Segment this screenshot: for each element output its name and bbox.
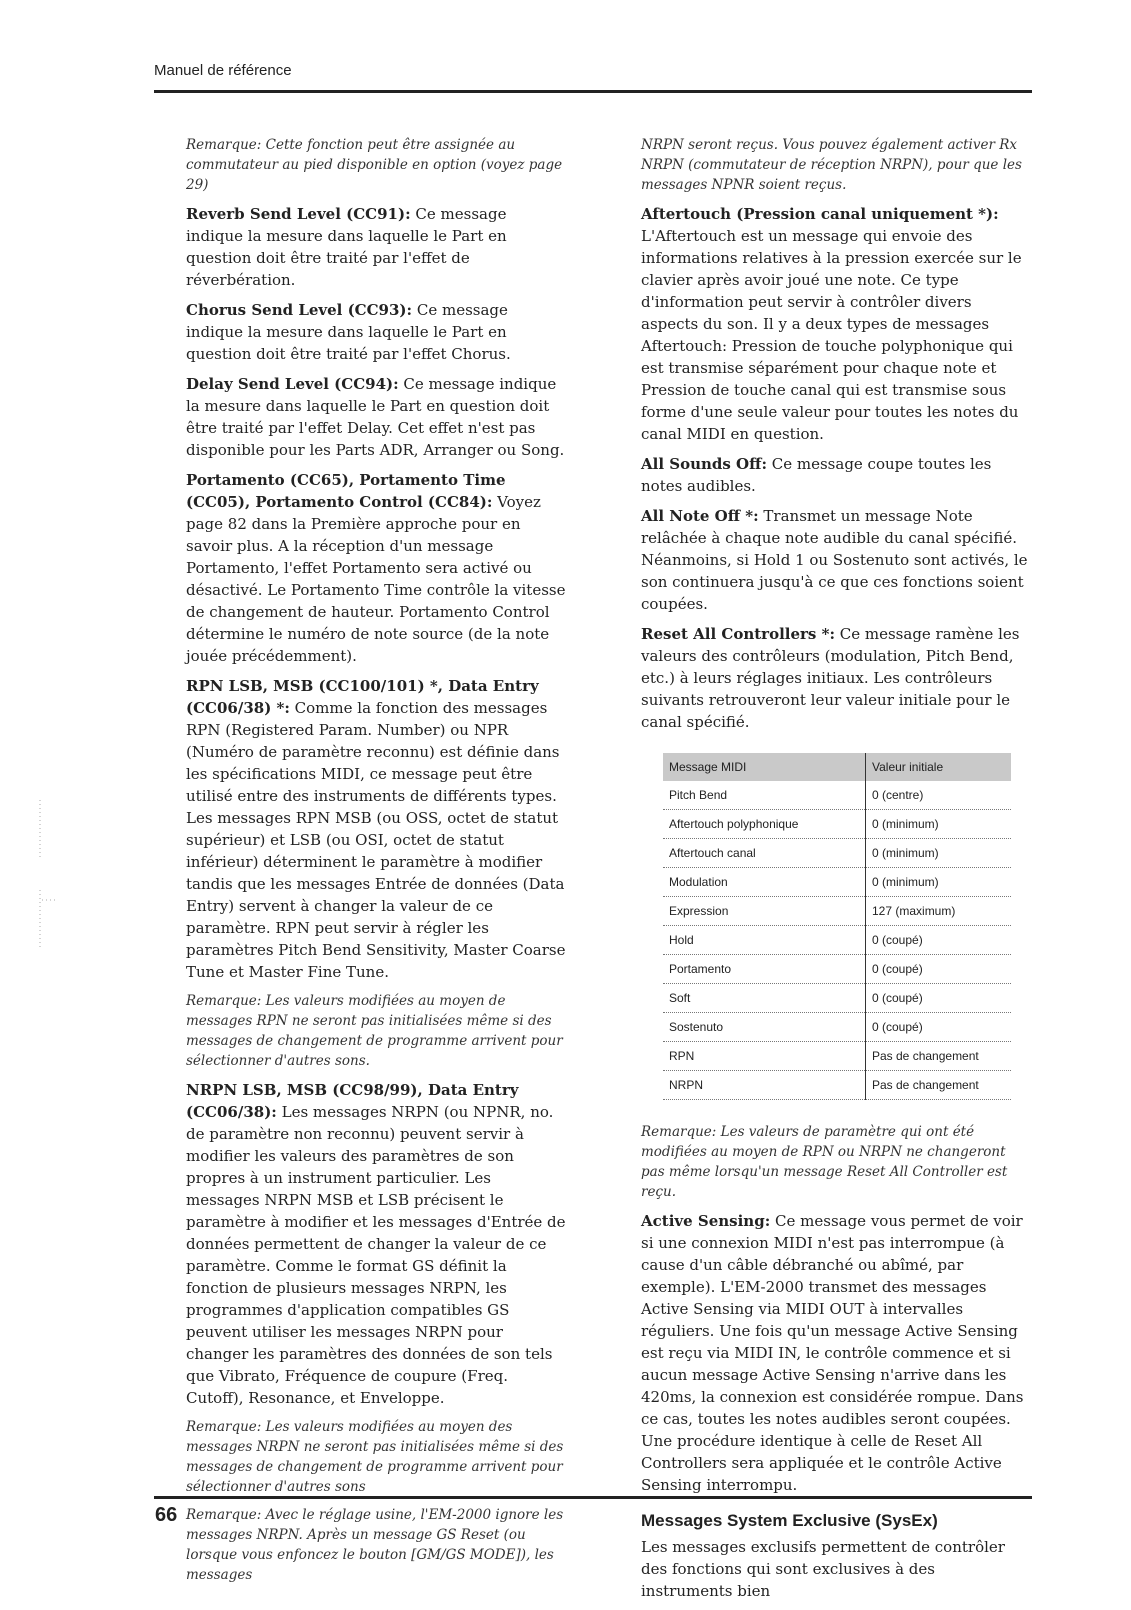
entry-term: Reset All Controllers *:: [641, 625, 835, 643]
table-row: [663, 839, 1011, 868]
table-header-row: [663, 753, 1011, 781]
table-row: [663, 897, 1011, 926]
entry-term: RPN LSB, MSB (CC100/101) *, Data Entry (CC06/38) *:: [186, 677, 539, 717]
table-row: [663, 1071, 1011, 1100]
entry-text: Ce message indique la mesure dans laquelle le Part en question doit être traité par l'effet Chorus.: [186, 301, 511, 363]
table-cell-value: 0 (coupé): [866, 1013, 1012, 1042]
entry-term: Aftertouch (Pression canal uniquement *):: [641, 205, 999, 223]
table-cell-value: Pas de changement: [866, 1042, 1012, 1071]
table-row: [663, 868, 1011, 897]
paragraph: Les messages exclusifs permettent de contrôler des fonctions qui sont exclusives à des instruments bien: [641, 1538, 1005, 1600]
footer-rule: [154, 1496, 1032, 1499]
table-cell-message: Portamento: [663, 955, 866, 984]
table-cell-value: 0 (centre): [866, 781, 1012, 810]
entry-text: Transmet un message Note relâchée à chaque note audible du canal spécifié. Néanmoins, si Hold 1 ou Sostenuto sont activés, le son continuera jusqu'à ce que ces fonctions soient coupées.: [641, 507, 1028, 613]
table-cell-message: Hold: [663, 926, 866, 955]
table-row: [663, 781, 1011, 810]
table-row: [663, 955, 1011, 984]
glossary-entry: [641, 203, 1028, 445]
entry-term: NRPN LSB, MSB (CC98/99), Data Entry (CC06/38):: [186, 1081, 519, 1121]
remark-note: Remarque: Les valeurs de paramètre qui ont été modifiées au moyen de RPN ou NRPN ne changeront pas même lorsqu'un message Reset All Controller est reçu.: [641, 1124, 1008, 1200]
table-cell-message: Expression: [663, 897, 866, 926]
table-cell-message: Aftertouch polyphonique: [663, 810, 866, 839]
table-cell-value: 0 (minimum): [866, 839, 1012, 868]
table-cell-value: 127 (maximum): [866, 897, 1012, 926]
entry-text: Ce message coupe toutes les notes audibles.: [641, 455, 992, 495]
remark-note: Remarque: Les valeurs modifiées au moyen de messages RPN ne seront pas initialisées même si des messages de changement de programme arrivent pour sélectionner d'autres sons.: [186, 993, 563, 1069]
entry-text: Ce message indique la mesure dans laquelle le Part en question doit être traité par l'effet de réverbération.: [186, 205, 507, 289]
table-header-value: Valeur initiale: [866, 753, 1012, 781]
entry-text: Les messages NRPN (ou NPNR, no. de paramètre non reconnu) peuvent servir à modifier les valeurs des paramètres de son propres à un instrument particulier. Les messages NRPN MSB et LSB précisent le paramètre à modifier et les messages d'Entrée de données permettent de changer la valeur de ce paramètre. Comme le format GS définit la fonction de plusieurs messages NRPN, les programmes d'application compatibles GS peuvent utiliser les messages NRPN pour changer les paramètres des données de son tels que Vibrato, Fréquence de coupure (Freq. Cutoff), Resonance, et Enveloppe.: [186, 1103, 566, 1407]
glossary-entry: [641, 623, 1028, 733]
header-rule: [154, 90, 1032, 93]
remark-note: Remarque: Les valeurs modifiées au moyen des messages NRPN ne seront pas initialisées même si des messages de changement de programme arrivent pour sélectionner d'autres sons: [186, 1419, 564, 1495]
entry-term: All Sounds Off:: [641, 455, 767, 473]
table-cell-message: Pitch Bend: [663, 781, 866, 810]
table-row: [663, 926, 1011, 955]
table-row: [663, 810, 1011, 839]
table-cell-value: Pas de changement: [866, 1071, 1012, 1100]
table-cell-value: 0 (minimum): [866, 810, 1012, 839]
entry-text: Ce message vous permet de voir si une connexion MIDI n'est pas interrompue (à cause d'un câble débranché ou abîmé, par exemple). L'EM-2000 transmet des messages Active Sensing via MIDI OUT à intervalles réguliers. Une fois qu'un message Active Sensing est reçu via MIDI IN, le contrôle commence et si aucun message Active Sensing n'arrive dans les 420ms, la connexion est considérée rompue. Dans ce cas, toutes les notes audibles seront coupées. Une procédure identique à celle de Reset All Controllers sera appliquée et le contrôle Active Sensing interrompu.: [641, 1212, 1024, 1494]
right-column-top: [641, 135, 1028, 733]
entry-term: Delay Send Level (CC94):: [186, 375, 399, 393]
entry-term: Chorus Send Level (CC93):: [186, 301, 413, 319]
glossary-entry: [186, 469, 568, 667]
table-cell-message: Soft: [663, 984, 866, 1013]
page-number: 66: [155, 1504, 178, 1526]
entry-term: Reverb Send Level (CC91):: [186, 205, 411, 223]
section-heading: Messages System Exclusive (SysEx): [641, 1511, 938, 1530]
left-column: [186, 135, 568, 1593]
entry-term: All Note Off *:: [641, 507, 759, 525]
entry-text: Ce message indique la mesure dans laquelle le Part en question doit être traité par l'effet Delay. Cet effet n'est pas disponible pour les Parts ADR, Arranger ou Song.: [186, 375, 565, 459]
midi-initial-values-table: [663, 753, 1011, 1100]
glossary-entry: [186, 299, 568, 365]
glossary-entry: [641, 453, 1028, 497]
glossary-entry: [186, 203, 568, 291]
glossary-entry: [186, 675, 568, 983]
table-cell-message: Aftertouch canal: [663, 839, 866, 868]
remark-note: NRPN seront reçus. Vous pouvez également activer Rx NRPN (commutateur de réception NRPN), pour que les messages NPNR soient reçus.: [641, 137, 1022, 193]
right-column: [641, 135, 1028, 1610]
table-row: [663, 1042, 1011, 1071]
entry-term: Portamento (CC65), Portamento Time (CC05), Portamento Control (CC84):: [186, 471, 506, 511]
entry-term: Active Sensing:: [641, 1212, 771, 1230]
entry-text: Voyez page 82 dans la Première approche pour en savoir plus. A la réception d'un message Portamento, l'effet Portamento sera activé ou désactivé. Le Portamento Time contrôle la vitesse de changement de hauteur. Portamento Control détermine le numéro de note source (de la note jouée précédemment).: [186, 493, 566, 665]
remark-note: Remarque: Cette fonction peut être assignée au commutateur au pied disponible en option (voyez page 29): [186, 137, 563, 193]
table-cell-value: 0 (coupé): [866, 984, 1012, 1013]
glossary-entry: [186, 373, 568, 461]
running-header: Manuel de référence: [154, 62, 292, 79]
table-cell-value: 0 (coupé): [866, 926, 1012, 955]
table-cell-message: NRPN: [663, 1071, 866, 1100]
table-cell-value: 0 (minimum): [866, 868, 1012, 897]
right-column-bottom: [641, 1122, 1028, 1602]
glossary-entry: [641, 505, 1028, 615]
entry-text: Comme la fonction des messages RPN (Registered Param. Number) ou NPR (Numéro de paramètre reconnu) est définie dans les spécifications MIDI, ce message peut être utilisé entre des instruments de différents types. Les messages RPN MSB (ou OSS, octet de statut supérieur) et LSB (ou OSI, octet de statut inférieur) déterminent le paramètre à modifier tandis que les messages Entrée de données (Data Entry) servent à changer la valeur de ce paramètre. RPN peut servir à régler les paramètres Pitch Bend Sensitivity, Master Coarse Tune et Master Fine Tune.: [186, 699, 566, 981]
table-cell-message: Sostenuto: [663, 1013, 866, 1042]
glossary-entry: [641, 1210, 1028, 1496]
entry-text: Ce message ramène les valeurs des contrôleurs (modulation, Pitch Bend, etc.) à leurs réglages initiaux. Les contrôleurs suivants retrouveront leur valeur initiale pour le canal spécifié.: [641, 625, 1020, 731]
table-row: [663, 984, 1011, 1013]
table-cell-value: 0 (coupé): [866, 955, 1012, 984]
entry-text: L'Aftertouch est un message qui envoie des informations relatives à la pression exercée sur le clavier après avoir joué une note. Ce type d'information peut servir à contrôler divers aspects du son. Il y a deux types de messages Aftertouch: Pression de touche polyphonique qui est transmise séparément pour chaque note et Pression de touche canal qui est transmise sous forme d'une seule valeur pour toutes les notes du canal MIDI en question.: [641, 227, 1022, 443]
table-cell-message: Modulation: [663, 868, 866, 897]
glossary-entry: [186, 1079, 568, 1409]
table-header-message: Message MIDI: [663, 753, 866, 781]
table-cell-message: RPN: [663, 1042, 866, 1071]
margin-scan-marks: [30, 800, 60, 960]
remark-note: Remarque: Avec le réglage usine, l'EM-2000 ignore les messages NRPN. Après un message GS Reset (ou lorsque vous enfoncez le bouton [GM/GS MODE]), les messages: [186, 1507, 564, 1583]
table-row: [663, 1013, 1011, 1042]
